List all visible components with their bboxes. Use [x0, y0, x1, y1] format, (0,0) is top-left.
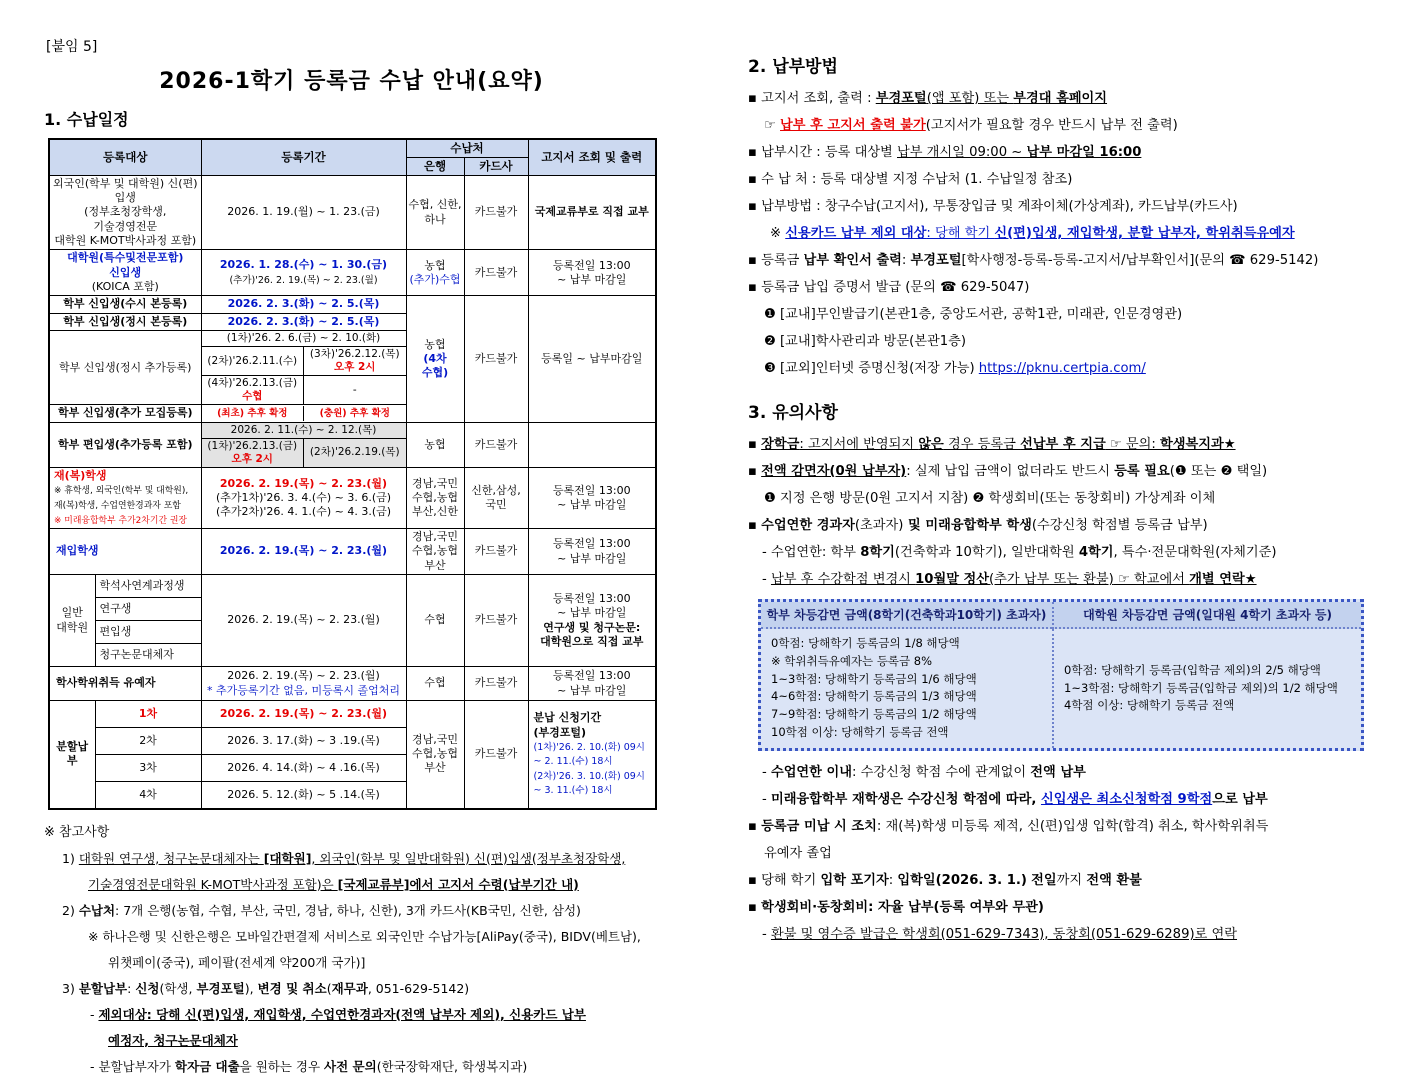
cell-gradgen-sub4: 청구논문대체자: [95, 644, 201, 667]
table-row: [49, 422, 656, 467]
cell-extra-round1: (1차)'26. 2. 6.(금) ~ 2. 10.(화): [202, 331, 406, 347]
cell-gradnew-period: 2026. 1. 28.(수) ~ 1. 30.(금) (추가)'26. 2. 19.(목) ~ 2. 23.(월): [201, 250, 406, 296]
notes-title: ※ 참고사항: [44, 824, 110, 840]
cell-returning-notice: 등록전일 13:00 ~ 납부 마감일: [528, 468, 656, 529]
caution-line-10: 유예자 졸업: [764, 845, 832, 861]
cell-extra-recruit-period: [201, 405, 406, 422]
cell-gradnew-target: 대학원(특수및전문포함) 신입생 (KOICA 포함): [49, 250, 201, 296]
col-header-notice: 고지서 조회 및 출력: [528, 139, 656, 175]
cell-transfer-period: [201, 422, 406, 467]
caution-line-7: - 수업연한 이내: 수강신청 학점 수에 관계없이 전액 납부: [762, 764, 1086, 780]
cell-install-round4: 4차: [95, 782, 201, 809]
cell-readmit-period: 2026. 2. 19.(목) ~ 2. 23.(월): [201, 529, 406, 575]
cell-returning-period: 2026. 2. 19.(목) ~ 2. 23.(월) (추가1차)'26. 3. 4.(수) ~ 3. 6.(금) (추가2차)'26. 4. 1.(수) ~ 4. 3.(금): [201, 468, 406, 529]
note-line-8: 예정자, 청구논문대체자: [108, 1032, 238, 1048]
cell-transfer-notice: [528, 422, 656, 467]
note-line-6: 3) 분할납부: 신청(학생, 부경포털), 변경 및 취소(재무과, 051-629-5142): [62, 980, 470, 996]
caution-line-1: ▪ 장학금: 고지서에 반영되지 않은 경우 등록금 선납부 후 지급 ☞ 문의: 학생복지과★: [748, 437, 1236, 452]
cell-jeongsi-period: 2026. 2. 3.(화) ~ 2. 5.(목): [201, 313, 406, 330]
table-row: [49, 175, 656, 249]
left-column: [42, 30, 702, 1080]
cell-install-period1: 2026. 2. 19.(목) ~ 2. 23.(월): [201, 701, 406, 728]
caution-line-12: ▪ 학생회비·동창회비: 자율 납부(등록 여부와 무관): [748, 899, 1044, 915]
payment-line-4: ▪ 수 납 처 : 등록 대상별 지정 수납처 (1. 수납일정 참조): [748, 172, 1073, 187]
payment-line-11: [748, 355, 1398, 382]
cell-returning-target: 재(복)학생 ※ 휴학생, 외국인(학부 및 대학원), 재(복)학생, 수업연한경과자 포함 ※ 미래융합학부 추가2차기간 권장: [49, 468, 201, 529]
payment-line-2: ☞ 납부 후 고지서 출력 불가(고지서가 필요할 경우 반드시 납부 전 출력): [764, 118, 1178, 133]
tuition-schedule-table: [48, 138, 657, 810]
cell-install-round1: 1차: [95, 701, 201, 728]
cell-foreign-target: 외국인(학부 및 대학원) 신(편)입생 (정부초청장학생, 기술경영전문 대학원 K-MOT박사과정 포함): [49, 175, 201, 249]
caution-line-6: - 납부 후 수강학점 변경시 10월말 정산(추가 납부 또는 환불) ☞ 학교에서 개별 연락★: [762, 572, 1257, 587]
discount-box-grad-header: 대학원 차등감면 금액(일대원 4학기 초과자 등): [1052, 602, 1361, 629]
cell-returning-card: 신한,삼성, 국민: [464, 468, 528, 529]
cell-extra-round3: (3차)'26.2.12.(목) 오후 2시: [304, 346, 406, 375]
cell-extra-round2: (2차)'26.2.11.(수): [202, 346, 304, 375]
cell-gradgen-sub3: 편입생: [95, 621, 201, 644]
col-header-period: 등록기간: [201, 139, 406, 175]
cell-extra-recruit-initial: (최초) 추후 확정: [202, 406, 304, 421]
cell-gradgen-sub2: 연구생: [95, 598, 201, 621]
cell-extra-recruit-fill: (충원) 추후 확정: [304, 406, 406, 421]
note-line-3: 2) 수납처: 7개 은행(농협, 수협, 부산, 국민, 경남, 하나, 신한), 3개 카드사(KB국민, 신한, 삼성): [62, 902, 581, 918]
cell-jeongsi-extra-target: 학부 신입생(정시 추가등록): [49, 330, 201, 405]
cell-jeongsi-target: 학부 신입생(정시 본등록): [49, 313, 201, 330]
col-header-target: 등록대상: [49, 139, 201, 175]
cell-install-notice: 분납 신청기간(부경포털) (1차)'26. 2. 10.(화) 09시 ~ 2. 11.(수) 18시 (2차)'26. 3. 10.(화) 09시 ~ 3. 11.(수) 18시: [528, 701, 656, 809]
section-cautions-heading: 3. 유의사항: [748, 403, 838, 423]
section-payment-method-heading: 2. 납부방법: [748, 57, 838, 77]
cell-susi-target: 학부 신입생(수시 본등록): [49, 296, 201, 313]
discount-box: [758, 599, 1364, 751]
note-line-9: - 분할납부자가 학자금 대출을 원하는 경우 사전 문의(한국장학재단, 학생복지과): [90, 1058, 528, 1074]
cell-extra-round-none: -: [304, 376, 406, 405]
cell-freshman-notice: 등록일 ~ 납부마감일: [528, 296, 656, 423]
table-row: [49, 529, 656, 575]
table-row: [49, 575, 656, 598]
col-header-card: 카드사: [464, 157, 528, 175]
note-line-2: 기술경영전문대학원 K-MOT박사과정 포함)은 [국제교류부]에서 고지서 수령(납부기간 내): [88, 876, 579, 892]
table-row: [49, 468, 656, 529]
cell-gradnew-bank: 농협 (추가)수협: [406, 250, 464, 296]
reference-notes: [44, 820, 702, 1080]
cert-request-text: ❸ [교외]인터넷 증명신청(저장 가능): [764, 361, 979, 376]
cell-transfer-bank: 농협: [406, 422, 464, 467]
cell-install-card: 카드불가: [464, 701, 528, 809]
cell-transfer-card: 카드불가: [464, 422, 528, 467]
caution-line-8: - 미래융합학부 재학생은 수강신청 학점에 따라, 신입생은 최소신청학점 9학점으로 납부: [762, 791, 1268, 807]
attachment-label: [붙임 5]: [46, 39, 98, 55]
caution-line-13: - 환불 및 영수증 발급은 학생회(051-629-7343), 동창회(051-629-6289)로 연락: [762, 926, 1238, 942]
cell-foreign-card: 카드불가: [464, 175, 528, 249]
table-row: [49, 701, 656, 728]
caution-line-4: ▪ 수업연한 경과자(초과자) 및 미래융합학부 학생(수강신청 학점별 등록금 납부): [748, 518, 1208, 533]
cell-freshman-card: 카드불가: [464, 296, 528, 423]
cell-returning-bank: 경남,국민 수협,농협 부산,신한: [406, 468, 464, 529]
col-header-bank: 은행: [406, 157, 464, 175]
discount-box-undergrad-header: 학부 차등감면 금액(8학기(건축학과10학기) 초과자): [761, 602, 1052, 629]
certpia-link[interactable]: https://pknu.certpia.com/: [978, 361, 1146, 376]
cell-install-period2: 2026. 3. 17.(화) ~ 3 .19.(목): [201, 728, 406, 755]
payment-line-5: ▪ 납부방법 : 창구수납(고지서), 무통장입금 및 계좌이체(가상계좌), 카드납부(카드사): [748, 199, 1238, 214]
caution-line-11: ▪ 당해 학기 입학 포기자: 입학일(2026. 3. 1.) 전일까지 전액 환불: [748, 872, 1142, 888]
cell-install-round2: 2차: [95, 728, 201, 755]
table-row: [49, 250, 656, 296]
discount-box-grad-text: 0학점: 당해학기 등록금(입학금 제외)의 2/5 해당액 1~3학점: 당해학기 등록금(입학금 제외)의 1/2 해당액 4학점 이상: 당해학기 등록금 전액: [1064, 662, 1338, 713]
cell-install-bank: 경남,국민 수협,농협 부산: [406, 701, 464, 809]
cell-gradnew-card: 카드불가: [464, 250, 528, 296]
cell-extra-recruit-target: 학부 신입생(추가 모집등록): [49, 405, 201, 422]
note-line-7: - 제외대상: 당해 신(편)입생, 재입학생, 수업연한경과자(전액 납부자 제외), 신용카드 납부: [90, 1006, 586, 1022]
cell-jeongsi-extra-period: [201, 330, 406, 405]
discount-box-grad-body: [1052, 629, 1361, 748]
note-line-1: 1) 대학원 연구생, 청구논문대체자는 [대학원], 외국인(학부 및 일반대학원) 신(편)입생(정부초청장학생,: [62, 850, 626, 866]
note-line-4: ※ 하나은행 및 신한은행은 모바일간편결제 서비스로 외국인만 수납가능[AliPay(중국), BIDV(베트남),: [88, 928, 641, 944]
cell-gradgen-label: 일반 대학원: [49, 575, 95, 667]
section-schedule-heading: 1. 수납일정: [44, 110, 129, 129]
cell-install-period4: 2026. 5. 12.(화) ~ 5 .14.(목): [201, 782, 406, 809]
cell-defer-card: 카드불가: [464, 667, 528, 701]
cell-readmit-notice: 등록전일 13:00 ~ 납부 마감일: [528, 529, 656, 575]
cell-defer-period: 2026. 2. 19.(목) ~ 2. 23.(월) * 추가등록기간 없음, 미등록시 졸업처리: [201, 667, 406, 701]
payment-line-7: ▪ 등록금 납부 확인서 출력: 부경포털[학사행정-등록-등록-고지서/납부확인서](문의 ☎ 629-5142): [748, 253, 1319, 268]
cell-defer-target: 학사학위취득 유예자: [49, 667, 201, 701]
caution-line-2: ▪ 전액 감면자(0원 납부자): 실제 납입 금액이 없더라도 반드시 등록 필요(❶ 또는 ❷ 택일): [748, 464, 1268, 479]
cell-foreign-bank: 수협, 신한, 하나: [406, 175, 464, 249]
cell-gradgen-notice: 등록전일 13:00 ~ 납부 마감일 연구생 및 청구논문: 대학원으로 직접 교부: [528, 575, 656, 667]
cell-install-period3: 2026. 4. 14.(화) ~ 4 .16.(목): [201, 755, 406, 782]
cell-readmit-target: 재입학생: [49, 529, 201, 575]
payment-line-3: ▪ 납부시간 : 등록 대상별 납부 개시일 09:00 ~ 납부 마감일 16:00: [748, 145, 1142, 160]
cell-gradgen-sub1: 학석사연계과정생: [95, 575, 201, 598]
cell-install-label: 분할납 부: [49, 701, 95, 809]
caution-line-5: - 수업연한: 학부 8학기(건축학과 10학기), 일반대학원 4학기, 특수·전문대학원(자체기준): [762, 545, 1277, 560]
payment-line-1: ▪ 고지서 조회, 출력 : 부경포털(앱 포함) 또는 부경대 홈페이지: [748, 91, 1108, 106]
doc-title: 2026-1학기 등록금 수납 안내(요약): [159, 69, 544, 94]
cell-gradgen-period: 2026. 2. 19.(목) ~ 2. 23.(월): [201, 575, 406, 667]
payment-line-10: ❷ [교내]학사관리과 방문(본관1층): [764, 334, 967, 349]
payment-line-8: ▪ 등록금 납입 증명서 발급 (문의 ☎ 629-5047): [748, 280, 1030, 295]
cell-readmit-bank: 경남,국민 수협,농협 부산: [406, 529, 464, 575]
payment-line-9: ❶ [교내]무인발급기(본관1층, 중앙도서관, 공학1관, 미래관, 인문경영관): [764, 307, 1183, 322]
cell-foreign-notice: 국제교류부로 직접 교부: [528, 175, 656, 249]
caution-line-9: ▪ 등록금 미납 시 조치: 재(복)학생 미등록 제적, 신(편)입생 입학(합격) 취소, 학사학위취득: [748, 818, 1269, 834]
cell-install-round3: 3차: [95, 755, 201, 782]
cell-readmit-card: 카드불가: [464, 529, 528, 575]
cell-gradgen-bank: 수협: [406, 575, 464, 667]
table-row: [49, 667, 656, 701]
right-column: [748, 52, 1398, 948]
cell-transfer-main: 2026. 2. 11.(수) ~ 2. 12.(목): [202, 423, 406, 439]
payment-line-6: ※ 신용카드 납부 제외 대상: 당해 학기 신(편)입생, 재입학생, 분할 납부자, 학위취득유예자: [770, 226, 1295, 241]
cell-transfer-round2: (2차)'26.2.19.(목): [304, 438, 406, 467]
cell-defer-notice: 등록전일 13:00 ~ 납부 마감일: [528, 667, 656, 701]
cell-gradnew-notice: 등록전일 13:00 ~ 납부 마감일: [528, 250, 656, 296]
cell-susi-period: 2026. 2. 3.(화) ~ 2. 5.(목): [201, 296, 406, 313]
cell-foreign-period: 2026. 1. 19.(월) ~ 1. 23.(금): [201, 175, 406, 249]
table-row: [49, 296, 656, 313]
discount-box-undergrad-body: 0학점: 당해학기 등록금의 1/8 해당액 ※ 학위취득유예자는 등록금 8% 1~3학점: 당해학기 등록금의 1/6 해당액 4~6학점: 당해학기 등록금의 1/3 해당액 7~9학점: 당해학기 등록금의 1/2 해당액 10학점 이상: 당해학기 등록금 전액: [771, 636, 977, 740]
col-header-receiver: 수납처: [406, 139, 528, 157]
cell-gradgen-card: 카드불가: [464, 575, 528, 667]
cell-transfer-round1: (1차)'26.2.13.(금) 오후 2시: [202, 438, 304, 467]
cell-extra-round4: (4차)'26.2.13.(금) 수협: [202, 376, 304, 405]
cell-defer-bank: 수협: [406, 667, 464, 701]
cell-freshman-bank: 농협 (4차 수협): [406, 296, 464, 423]
cell-transfer-target: 학부 편입생(추가등록 포함): [49, 422, 201, 467]
note-line-5: 위챗페이(중국), 페이팔(전세계 약200개 국가)]: [108, 954, 366, 970]
caution-line-3: ❶ 지정 은행 방문(0원 고지서 지참) ❷ 학생회비(또는 동창회비) 가상계좌 이체: [764, 491, 1216, 506]
